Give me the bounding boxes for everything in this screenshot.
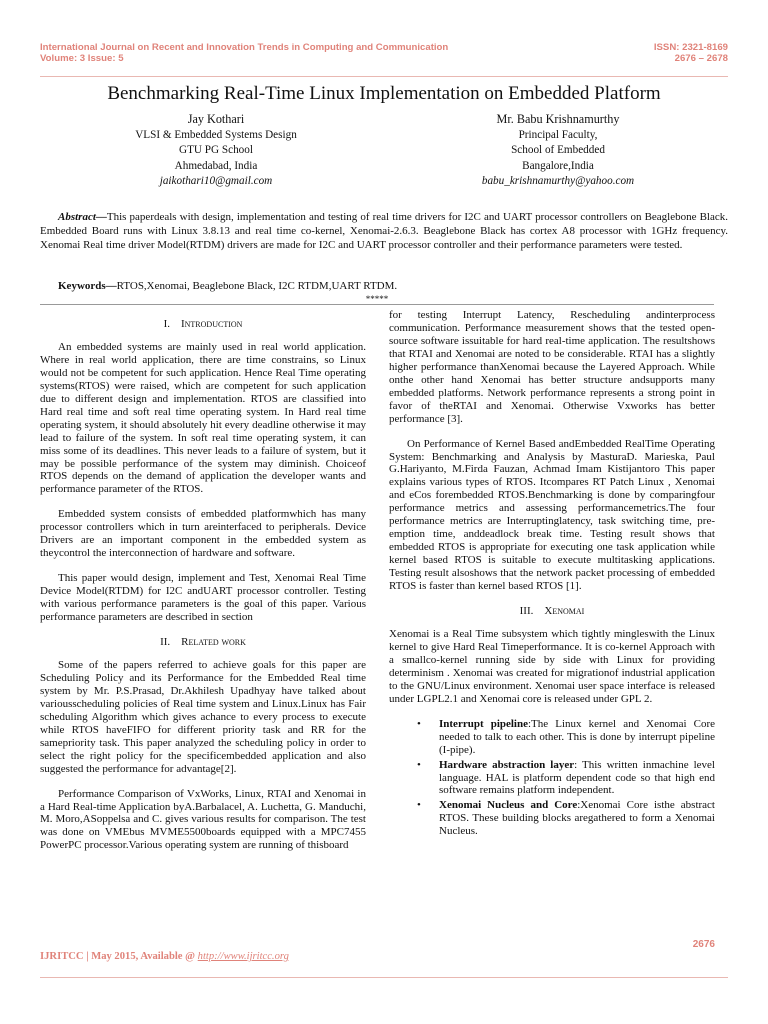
keywords — [40, 279, 728, 293]
list-item-text: :Xenomai Core isthe abstract RTOS. These building blocks aregathered to form a Xenomai Nucleus. — [439, 799, 715, 838]
author-affiliation: GTU PG School — [179, 144, 253, 156]
abstract — [40, 210, 728, 253]
paragraph: for testing Interrupt Latency, Rescheduling andinterprocess communication. Performance measurement shows that the tested open-source software issuitable for hard real-time application. The resultshows that RTAI and Xenomai are noted to be considerable. RTAI has a slightly higher performance thanXenomai because the Layered Approach. While onthe other hand Xenomai has better structure andsupports many embedded platforms. Network performance represents a strong point in favor of theRTAI and Xenomai. Otherwise Vxworks has better performance [3]. — [389, 309, 715, 425]
list-item-text: : This written inmachine level language. HAL is platform dependent code so that high end software remains platform independent. — [439, 758, 715, 797]
footer-text: IJRITCC | May 2015, Available @ — [40, 951, 198, 962]
right-column — [389, 309, 715, 840]
journal-name: International Journal on Recent and Innovation Trends in Computing and Communication — [40, 42, 449, 53]
paragraph: Some of the papers referred to achieve goals for this paper are Scheduling Policy and its Performance for the Embedded Real time system by Mr. P.S.Prasad, Dr.Akhilesh Upadhyay have talked about variousscheduling policies of Real time system and Linux.Linux has Fair scheduling Algorithm which gives achance to every process to execute while RTOS haveFIFO for different priority task and RR for the samepriority task. This paper analyzed the scheduling policy in order to select the right policy for the specificembedded application and also suggested the performance for advantage[2]. — [40, 658, 366, 775]
bullet-icon: • — [417, 799, 421, 812]
author-block-1 — [66, 112, 366, 190]
left-column — [40, 318, 366, 864]
abstract-label: Abstract— — [58, 211, 107, 223]
author-block-2 — [408, 112, 708, 190]
list-item-text: :The Linux kernel and Xenomai Core needed to talk to each other. This is done by interrupt pipeline (I-pipe). — [439, 717, 715, 756]
section-heading-introduction: I. Introduction — [163, 318, 243, 330]
keywords-label: Keywords— — [58, 280, 117, 292]
running-header — [40, 42, 728, 66]
author-email: babu_krishnamurthy@yahoo.com — [481, 175, 635, 187]
page-number: 2676 — [692, 939, 715, 950]
author-affiliation: VLSI & Embedded Systems Design — [135, 128, 297, 141]
separator-rule — [40, 304, 714, 305]
author-location: Bangalore,India — [522, 159, 594, 172]
author-affiliation: Principal Faculty, — [518, 128, 598, 141]
list-item-term: Hardware abstraction layer — [439, 758, 575, 771]
feature-list — [389, 718, 715, 839]
journal-pages: 2676 – 2678 — [674, 53, 728, 64]
list-item — [389, 759, 715, 798]
list-item — [389, 718, 715, 757]
paragraph: Xenomai is a Real Time subsystem which tightly mingleswith the Linux kernel to give Hard Real Timeperformance. It is co-kernel Approach with a smallco-kernel running side by side with Linux for providing determinism . Xenomai was created for migrationof industrial application to the GNU/Linux environment. Xenomai user space interface is released under LGPL2.1 and Xenomai core is released under GPL 2. — [389, 627, 715, 705]
list-item-term: Xenomai Nucleus and Core — [439, 799, 578, 812]
keywords-text: RTOS,Xenomai, Beaglebone Black, I2C RTDM,UART RTDM. — [116, 280, 398, 292]
author-location: Ahmedabad, India — [174, 159, 258, 172]
separator — [40, 294, 714, 308]
list-item-term: Interrupt pipeline — [439, 717, 528, 730]
journal-link[interactable]: http://www.ijritcc.org — [197, 951, 289, 962]
paragraph: An embedded systems are mainly used in real world application. Where in real world application, there are time constrains, so Linux would not be competent for such application. Hence Real Time operating systems(RTOS) were raised, which are competent for such application due to different design and implementation. RTOS are classified into Hard real time and soft real time operating system. In Hard real time operating system, it should absolutely hit every deadline otherwise it may lead to failure of the system. In soft real time operating system, it can miss some of its deadlines. This never leads to a failure of system, but it may be possible performance of the system may diminish. Choiceof RTOS depends on the demand of application the developer wants and performance parameter of the RTOS. — [40, 340, 366, 496]
abstract-text: This paperdeals with design, implementation and testing of real time drivers for I2C and UART processor controllers on Beaglebone Black. Embedded Board runs with Linux 3.8.13 and real time co-kernel, Xenomai-2.6.3. Beaglebone Black has cortex A8 processor with 1GHz frequency. Xenomai Real time driver Model(RTDM) drivers are made for I2C and UART processor controller and their performance parameters were tested. — [40, 211, 728, 252]
list-item — [389, 799, 715, 838]
author-affiliation: School of Embedded — [511, 144, 605, 156]
running-footer — [40, 951, 289, 962]
footer-rule — [40, 977, 728, 978]
bullet-icon: • — [417, 717, 421, 730]
header-rule — [40, 76, 728, 77]
bullet-icon: • — [417, 758, 421, 771]
paragraph: Performance Comparison of VxWorks, Linux, RTAI and Xenomai in a Hard Real-time Application byA.Barbalacel, A. Luchetta, G. Manduchi, M. Moro,ASoppelsa and C. gives various results for comparison. The test was done on VMEbus MVME5500boards equipped with a MPC7455 PowerPC processor.Various operating system are running of thisboard — [40, 787, 366, 852]
paragraph: This paper would design, implement and Test, Xenomai Real Time Device Model(RTDM) for I2C andUART processor controller. Testing with various performance parameters is the goal of this paper. Various performance parameters are described in section — [40, 572, 366, 624]
section-heading-related-work: II. Related work — [160, 636, 246, 649]
paragraph: Embedded system consists of embedded platformwhich has many processor controllers which in turn areinterfaced to peripherals. Device Drivers are an important component in the embedded system as theycontrol the interconnection of hardware and software. — [40, 508, 366, 560]
journal-volume: Volume: 3 Issue: 5 — [40, 53, 124, 64]
author-name: Mr. Babu Krishnamurthy — [496, 112, 620, 126]
paragraph: On Performance of Kernel Based andEmbedded RealTime Operating System: Benchmarking and Analysis by MasturaD. Marieska, Paul G.Hariyanto, M.Firda Fauzan, Achmad Imam Kistijantoro This paper explains various types of RTOS. Itcompares RT Patch Linux , Xenomai and eCos forembedded RTOS.Benchmarking is done by comparingfour performance metrics and assessing performancemetrics.The four performance metrics are Interruptinglatency, task switching time, pre-emption time, anddeadlock break time. Testing result shows that embedded RTOS is appropriate for executing one task application while kernel based RTOS is suitable to execute multitasking applications. Testing result alsoshows that the network packet processing of embedded RTOS is faster than kernel based RTOS [1]. — [389, 437, 715, 593]
journal-issn: ISSN: 2321-8169 — [653, 42, 728, 53]
author-name: Jay Kothari — [187, 112, 245, 126]
paper-title: Benchmarking Real-Time Linux Implementation on Embedded Platform — [107, 83, 661, 104]
section-heading-xenomai: III. Xenomai — [519, 605, 585, 618]
separator-stars: ***** — [365, 294, 389, 304]
author-email: jaikothari10@gmail.com — [159, 175, 273, 187]
